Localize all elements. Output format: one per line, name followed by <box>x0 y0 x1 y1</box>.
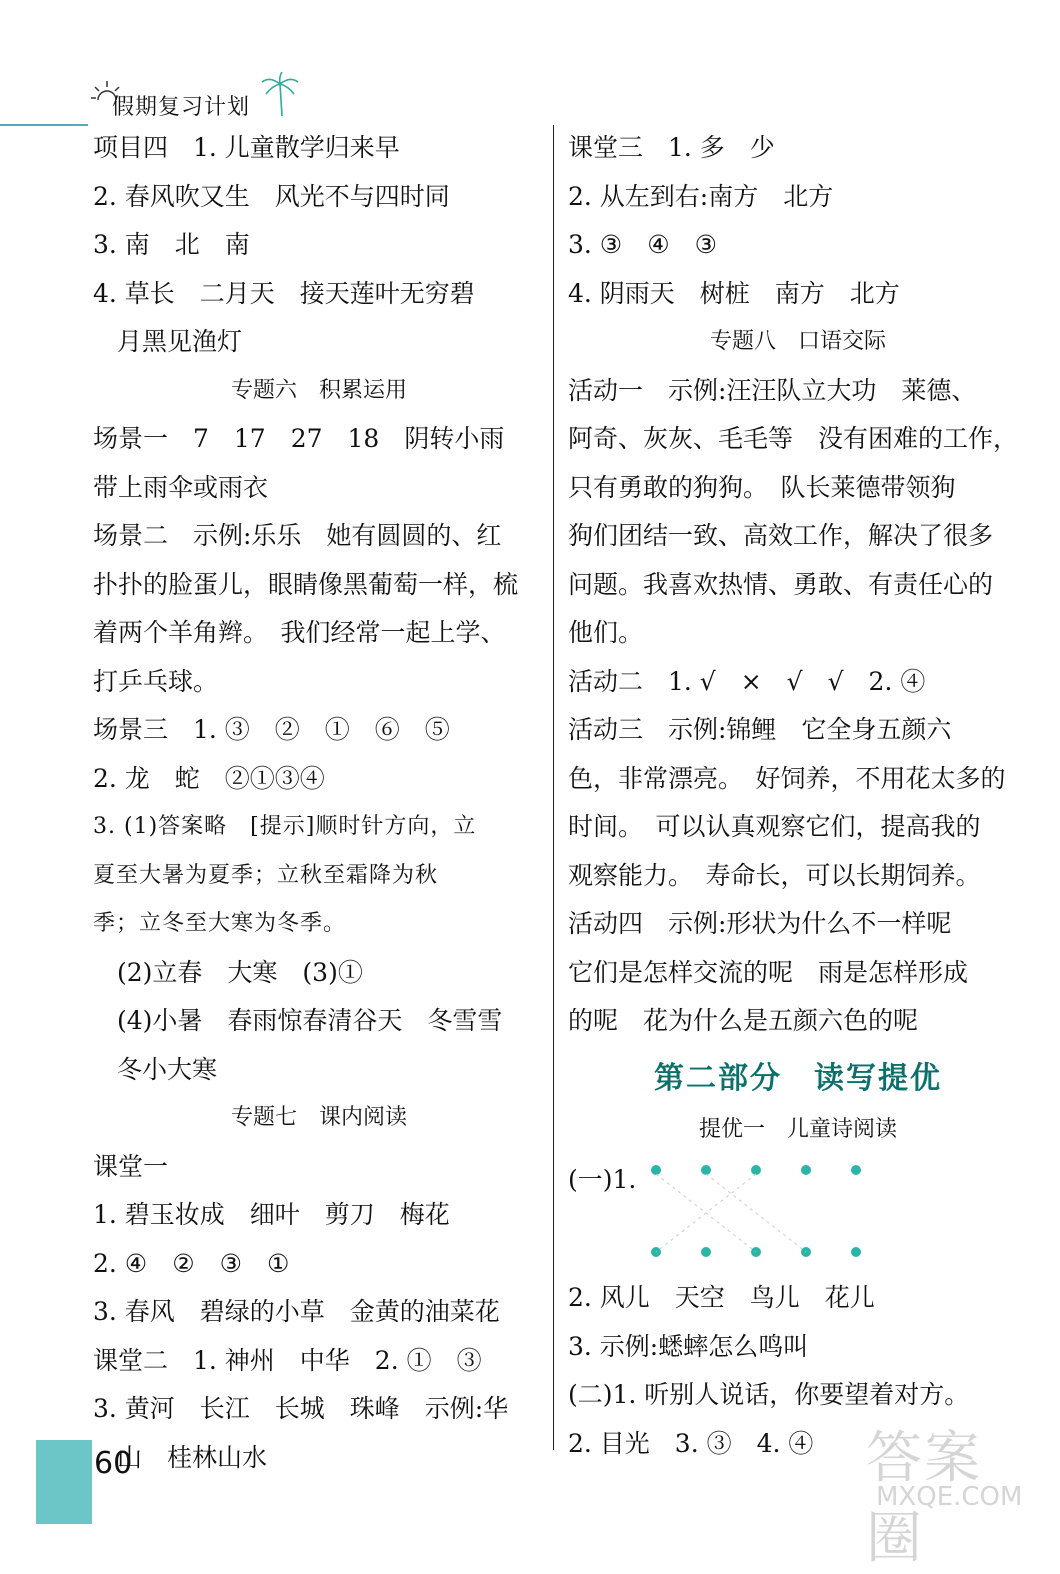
bottom-dot <box>701 1247 711 1257</box>
answer-line: 课堂一 <box>93 1151 169 1181</box>
answer-line: 它们是怎样交流的呢 雨是怎样形成 <box>568 957 969 987</box>
answer-line: 3. 黄河 长江 长城 珠峰 示例:华 <box>93 1394 509 1423</box>
answer-line: (4)小暑 春雨惊春清谷天 冬雪雪 <box>117 1006 503 1035</box>
answer-line: 3. ③ ④ ③ <box>568 230 718 259</box>
answer-line: 狗们团结一致、高效工作，解决了很多 <box>568 521 994 550</box>
palm-tree-icon <box>260 72 300 118</box>
answer-line: 观察能力。 寿命长，可以长期饲养。 <box>568 860 981 890</box>
watermark-logo: 答案圈 <box>866 1426 982 1571</box>
answer-line: 4. 草长 二月天 接天莲叶无穷碧 <box>93 278 475 308</box>
answer-line: 活动三 示例:锦鲤 它全身五颜六 <box>568 715 952 744</box>
answer-line <box>568 1154 1028 1274</box>
top-dot <box>701 1165 711 1175</box>
top-dot <box>801 1165 811 1175</box>
answer-line: 季；立冬至大寒为冬季。 <box>93 911 347 936</box>
answer-line: 课堂二 1. 神州 中华 2. ① ③ <box>93 1345 482 1375</box>
top-dot <box>751 1165 761 1175</box>
answer-line: 山 桂林山水 <box>117 1442 268 1472</box>
answer-line: 2. 目光 3. ③ 4. ④ <box>568 1428 814 1458</box>
answer-line: 1. 碧玉妆成 细叶 剪刀 梅花 <box>93 1200 450 1229</box>
header-title: 假期复习计划 <box>112 95 251 120</box>
watermark-url: MXQE.COM <box>876 1482 1023 1512</box>
answer-line: 时间。 可以认真观察它们，提高我的 <box>568 812 981 841</box>
answer-line: 2. ④ ② ③ ① <box>93 1248 290 1278</box>
page-tab <box>36 1440 92 1524</box>
answer-line: 打乒乓球。 <box>93 666 219 696</box>
answer-line: 冬小大寒 <box>117 1054 218 1084</box>
answer-line: 阿奇、灰灰、毛毛等 没有困难的工作， <box>568 424 1019 453</box>
answer-line: 扑扑的脸蛋儿，眼睛像黑葡萄一样，梳 <box>93 569 519 599</box>
answer-line: 活动一 示例:汪汪队立大功 莱德、 <box>568 375 977 405</box>
answer-label: (一)1. <box>568 1165 637 1194</box>
page-number: 60 <box>94 1446 133 1481</box>
right-column <box>568 124 1028 1468</box>
answer-line: 场景一 7 17 27 18 阴转小雨 <box>93 424 505 453</box>
top-dot <box>851 1165 861 1175</box>
answer-line: (2)立春 大寒 (3)① <box>117 957 363 987</box>
matching-dots-diagram <box>648 1164 868 1264</box>
answer-line: 4. 阴雨天 树桩 南方 北方 <box>568 278 900 308</box>
answer-line: 他们。 <box>568 618 644 647</box>
bottom-dot <box>851 1247 861 1257</box>
answer-line: 项目四 1. 儿童散学归来早 <box>93 133 400 162</box>
answer-line: 月黑见渔灯 <box>117 327 243 356</box>
page-number-badge <box>36 1440 133 1524</box>
answer-line: 问题。我喜欢热情、勇敢、有责任心的 <box>568 569 994 599</box>
answer-line: 着两个羊角辫。 我们经常一起上学、 <box>93 618 506 647</box>
answer-line: 课堂三 1. 多 少 <box>568 133 775 162</box>
section-heading: 专题六 积累运用 <box>230 377 407 403</box>
answer-line: 2. 龙 蛇 ②①③④ <box>93 763 325 793</box>
watermark <box>866 1414 1036 1571</box>
answer-line: 活动四 示例:形状为什么不一样呢 <box>568 909 952 938</box>
answer-line: 3. (1)答案略 [提示]顺时针方向，立 <box>93 814 477 839</box>
answer-line: 2. 风儿 天空 鸟儿 花儿 <box>568 1283 875 1312</box>
section-heading: 第二部分 读写提优 <box>654 1060 942 1096</box>
section-heading: 专题八 口语交际 <box>709 329 886 354</box>
answer-line: 3. 春风 碧绿的小草 金黄的油菜花 <box>93 1297 500 1326</box>
answer-line: 3. 示例:蟋蟀怎么鸣叫 <box>568 1331 809 1361</box>
answer-line: 活动二 1. √ × √ √ 2. ④ <box>568 666 926 696</box>
answer-line: 带上雨伞或雨衣 <box>93 472 269 502</box>
answer-line: 色，非常漂亮。 好饲养，不用花太多的 <box>568 763 1006 793</box>
answer-line: 2. 从左到右:南方 北方 <box>568 181 834 211</box>
answer-line: (二)1. 听别人说话，你要望着对方。 <box>568 1380 970 1409</box>
header-rule <box>0 124 88 126</box>
column-divider <box>553 125 554 1450</box>
answer-line: 场景三 1. ③ ② ① ⑥ ⑤ <box>93 715 450 744</box>
section-heading: 专题七 课内阅读 <box>230 1105 407 1130</box>
answer-line: 2. 春风吹又生 风光不与四时同 <box>93 181 450 211</box>
answer-line: 夏至大暑为夏季；立秋至霜降为秋 <box>93 862 439 888</box>
answer-line: 场景二 示例:乐乐 她有圆圆的、红 <box>93 521 502 550</box>
section-heading: 提优一 儿童诗阅读 <box>698 1116 897 1142</box>
answer-line: 只有勇敢的狗狗。 队长莱德带领狗 <box>568 472 956 502</box>
faint-match-line <box>706 1174 806 1252</box>
answer-line: 3. 南 北 南 <box>93 230 250 259</box>
left-column <box>93 124 545 1482</box>
answer-line: 的呢 花为什么是五颜六色的呢 <box>568 1006 919 1035</box>
top-dot <box>651 1165 661 1175</box>
